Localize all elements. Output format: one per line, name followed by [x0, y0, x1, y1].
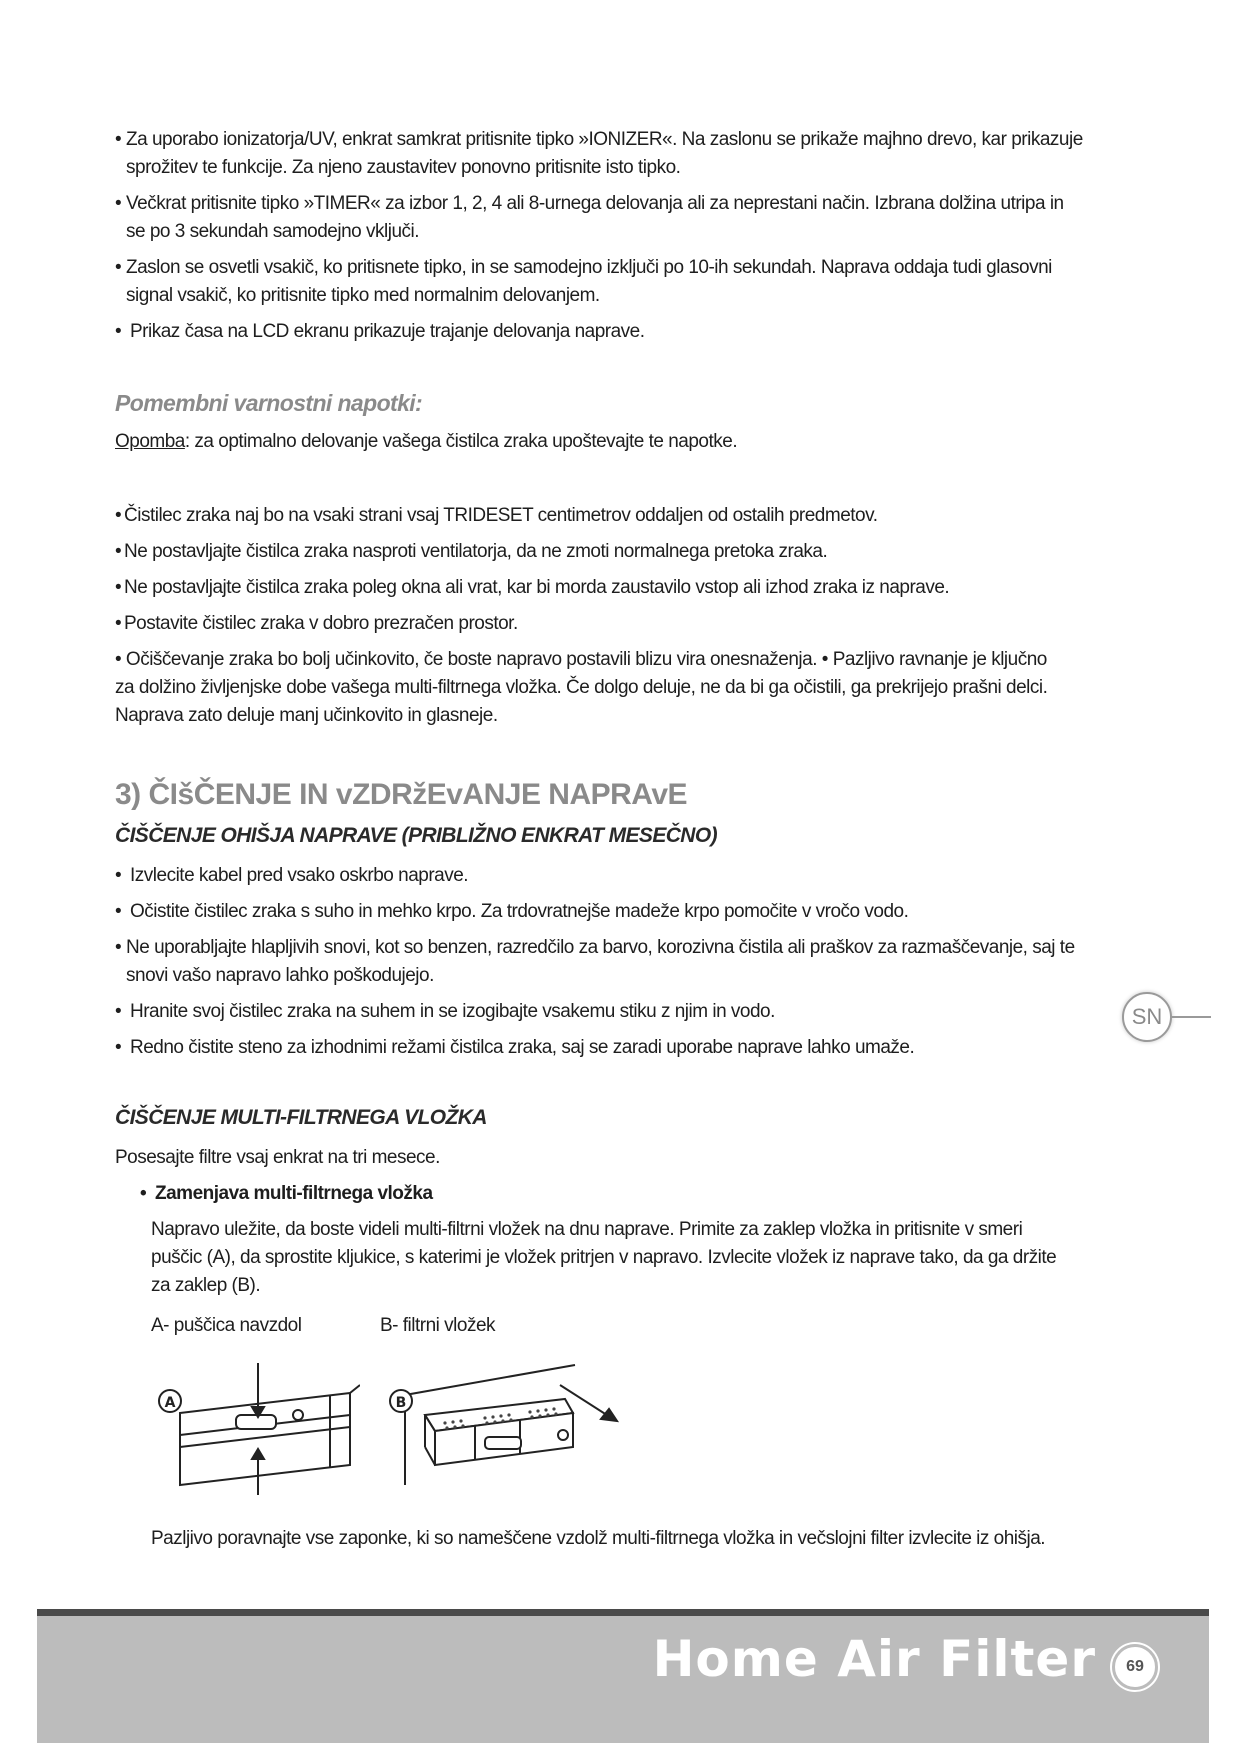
ionizer-item-2-line1: Večkrat pritisnite tipko »TIMER« za izbor 1, 2, 4 ali 8-urnega delovanja ali za neprestani način. Izbrana dolžina utripa in: [126, 193, 1064, 214]
housing-item-4: Hranite svoj čistilec zraka na suhem in se izogibajte vsakemu stiku z njim in vodo.: [130, 1001, 775, 1022]
bullet: •: [115, 865, 122, 886]
safety-para-line2: za dolžino življenjske dobe vašega multi-filtrnega vložka. Če dolgo deluje, ne da bi ga očistili, ga prekrijejo prašni delci.: [115, 677, 1048, 698]
housing-item-2: Očistite čistilec zraka s suho in mehko krpo. Za trdovratnejše madeže krpo pomočite v vročo vodo.: [130, 901, 909, 922]
replace-line1: Napravo uležite, da boste videli multi-filtrni vložek na dnu naprave. Primite za zaklep vložka in pritisnite v smeri: [151, 1219, 1023, 1240]
figure-b-illustration: [385, 1355, 625, 1495]
safety-item-1: Čistilec zraka naj bo na vsaki strani vsaj TRIDESET centimetrov oddaljen od ostalih predmetov.: [124, 505, 878, 526]
bullet: •: [140, 1183, 147, 1204]
housing-item-3-line2: snovi vašo napravo lahko poškodujejo.: [126, 965, 434, 986]
safety-item-3: Ne postavljajte čistilca zraka poleg okna ali vrat, kar bi morda zaustavilo vstop ali izhod zraka iz naprave.: [124, 577, 950, 598]
housing-item-3-line1: Ne uporabljajte hlapljivih snovi, kot so benzen, razredčilo za barvo, korozivna čistila ali praškov za razmaščevanje, saj te: [126, 937, 1075, 958]
safety-para-line1: • Očiščevanje zraka bo bolj učinkovito, če boste napravo postavili blizu vira onesnaženja. • Pazljivo ravnanje je ključno: [115, 649, 1047, 670]
safety-note: [115, 428, 737, 456]
replace-title: Zamenjava multi-filtrnega vložka: [155, 1183, 433, 1204]
filter-heading: ČIŠČENJE MULTI-FILTRNEGA VLOŽKA: [115, 1106, 487, 1129]
safety-heading: Pomembni varnostni napotki:: [115, 390, 423, 416]
page-number: 69: [1112, 1644, 1158, 1690]
figure-a-illustration: [150, 1355, 360, 1495]
bullet: •: [115, 321, 122, 342]
language-tab-badge: SN: [1122, 992, 1172, 1042]
safety-item-2: Ne postavljajte čistilca zraka nasproti ventilatorja, da ne zmoti normalnega pretoka zraka.: [124, 541, 828, 562]
label-b: B- filtrni vložek: [380, 1315, 496, 1336]
cleaning-heading: 3) ČIšČENJE IN vZDRžEvANJE NAPRAvE: [115, 778, 688, 811]
label-a: A- puščica navzdol: [151, 1315, 302, 1336]
final-note: Pazljivo poravnajte vse zaponke, ki so nameščene vzdolž multi-filtrnega vložka in večslojni filter izvlecite iz ohišja.: [151, 1528, 1046, 1549]
bullet: •: [115, 577, 122, 598]
bullet: •: [115, 1001, 122, 1022]
bullet: •: [115, 901, 122, 922]
replace-line3: za zaklep (B).: [151, 1275, 261, 1296]
ionizer-item-1-line1: Za uporabo ionizatorja/UV, enkrat samkrat pritisnite tipko »IONIZER«. Na zaslonu se prikaže majhno drevo, kar prikazuje: [126, 129, 1083, 150]
ionizer-item-3-line1: Zaslon se osvetli vsakič, ko pritisnete tipko, in se samodejno izključi po 10-ih sekundah. Naprava oddaja tudi glasovni: [126, 257, 1052, 278]
filter-intro: Posesajte filtre vsaj enkrat na tri mesece.: [115, 1147, 440, 1168]
bullet: •: [115, 613, 122, 634]
footer-title: Home Air Filter: [652, 1630, 1096, 1688]
bullet: •: [115, 505, 122, 526]
bullet: •: [115, 937, 122, 958]
bullet: •: [115, 1037, 122, 1058]
ionizer-item-4-line1: Prikaz časa na LCD ekranu prikazuje trajanje delovanja naprave.: [130, 321, 645, 342]
language-tab-line: [1170, 1016, 1211, 1018]
ionizer-item-2-line2: se po 3 sekundah samodejno vključi.: [126, 221, 420, 242]
bullet: •: [115, 129, 122, 150]
note-text: : za optimalno delovanje vašega čistilca zraka upoštevajte te napotke.: [184, 431, 738, 452]
figure-b-letter: B: [395, 1395, 407, 1411]
safety-item-4: Postavite čistilec zraka v dobro prezračen prostor.: [124, 613, 518, 634]
bullet: •: [115, 541, 122, 562]
bullet: •: [115, 257, 122, 278]
housing-heading: ČIŠČENJE OHIŠJA NAPRAVE (PRIBLIŽNO ENKRAT MESEČNO): [115, 824, 717, 847]
housing-item-1: Izvlecite kabel pred vsako oskrbo naprave.: [130, 865, 469, 886]
ionizer-item-1-line2: sprožitev te funkcije. Za njeno zaustavitev ponovno pritisnite isto tipko.: [126, 157, 681, 178]
replace-line2: puščic (A), da sprostite kljukice, s katerimi je vložek pritrjen v napravo. Izvlecite vložek iz naprave tako, da ga držite: [151, 1247, 1057, 1268]
figure-a-letter: A: [164, 1395, 176, 1411]
bullet: •: [115, 193, 122, 214]
ionizer-item-3-line2: signal vsakič, ko pritisnite tipko med normalnim delovanjem.: [126, 285, 600, 306]
safety-para-line3: Naprava zato deluje manj učinkovito in glasneje.: [115, 705, 498, 726]
footer-divider: [37, 1609, 1209, 1616]
note-label: Opomba: [115, 431, 185, 452]
housing-item-5: Redno čistite steno za izhodnimi režami čistilca zraka, saj se zaradi uporabe naprave lahko umaže.: [130, 1037, 915, 1058]
